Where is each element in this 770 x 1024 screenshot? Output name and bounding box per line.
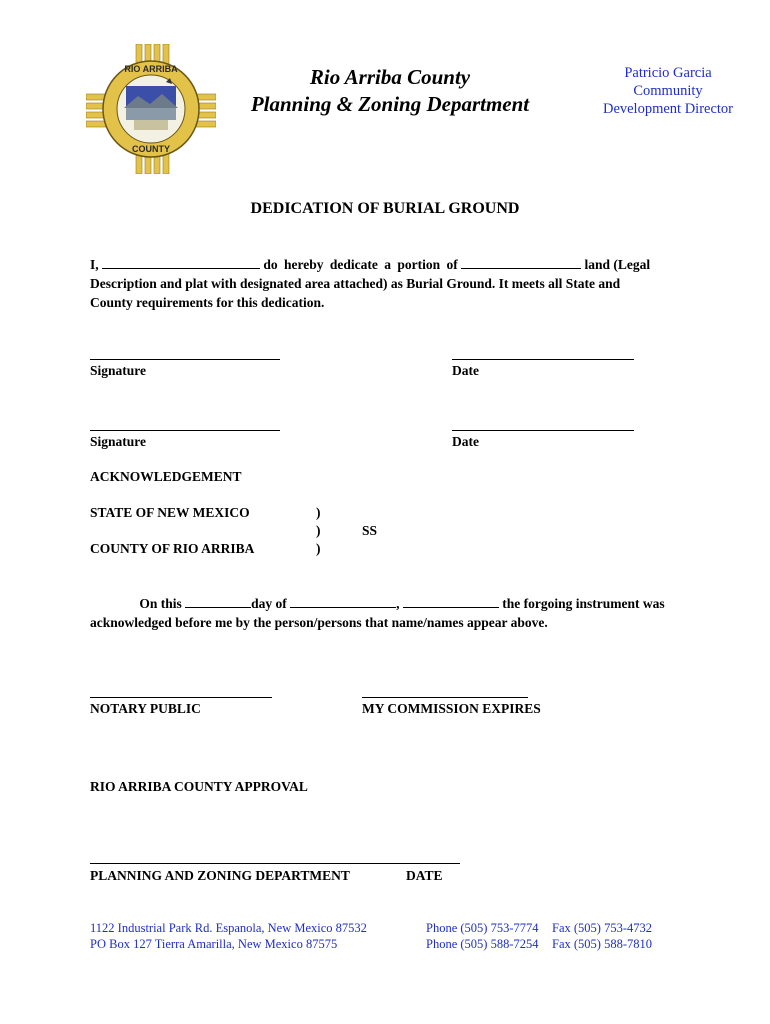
signature-line-2[interactable] — [90, 430, 280, 431]
document-title: DEDICATION OF BURIAL GROUND — [250, 200, 520, 217]
paren-3: ) — [316, 541, 321, 556]
acknowledgement-heading: ACKNOWLEDGEMENT — [90, 469, 242, 484]
seal-text-bottom: COUNTY — [132, 144, 170, 154]
pz-department-label: PLANNING AND ZONING DEPARTMENT — [90, 868, 350, 883]
address-line2: PO Box 127 Tierra Amarilla, New Mexico 87575 — [90, 937, 338, 951]
day-blank[interactable] — [185, 594, 251, 608]
date-line-1[interactable] — [452, 359, 634, 360]
county-seal-logo — [86, 44, 216, 174]
notary-label: NOTARY PUBLIC — [90, 701, 201, 716]
dedication-phrase-1: do hereby dedicate a portion of — [263, 257, 458, 272]
fax-line2: Fax (505) 588-7810 — [552, 937, 652, 951]
signature-label-1: Signature — [90, 363, 147, 378]
director-title-line2: Development Director — [602, 101, 734, 117]
ack-line1 — [90, 594, 714, 613]
commission-label: MY COMMISSION EXPIRES — [362, 701, 541, 716]
date-label-2: Date — [452, 434, 479, 449]
phone-line1: Phone (505) 753-7774 — [426, 921, 539, 935]
dedication-line3: County requirements for this dedication. — [90, 295, 325, 310]
signature-label-2: Signature — [90, 434, 147, 449]
day-of-text: day of — [251, 596, 287, 611]
ack-line2: acknowledged before me by the person/persons that name/names appear above. — [90, 615, 548, 630]
fax-line1: Fax (505) 753-4732 — [552, 921, 652, 935]
seal-text-top: RIO ARRIBA — [124, 64, 178, 74]
pz-date-label: DATE — [406, 868, 443, 883]
phone-line2: Phone (505) 588-7254 — [426, 937, 539, 951]
department-title-line2: Planning & Zoning Department — [250, 92, 530, 116]
dedication-phrase-2: land (Legal — [584, 257, 651, 272]
dedication-line1 — [90, 255, 714, 274]
address-line1: 1122 Industrial Park Rd. Espanola, New Mexico 87532 — [90, 921, 367, 935]
ack-rest-line1: the forgoing instrument was — [502, 596, 665, 611]
on-this-text: On this — [139, 596, 182, 611]
director-name: Patricio Garcia — [624, 65, 712, 81]
dedication-word-i: I, — [90, 257, 99, 272]
paren-2: ) — [316, 523, 321, 538]
dedication-line2: Description and plat with designated area attached) as Burial Ground. It meets all State and — [90, 276, 621, 291]
dedicator-name-blank[interactable] — [102, 255, 260, 269]
pz-signature-line[interactable] — [90, 863, 460, 864]
signature-line-1[interactable] — [90, 359, 280, 360]
department-title-line1: Rio Arriba County — [309, 65, 471, 89]
ss-label: SS — [362, 523, 378, 538]
date-line-2[interactable] — [452, 430, 634, 431]
approval-heading: RIO ARRIBA COUNTY APPROVAL — [90, 779, 308, 794]
comma-text: , — [396, 596, 400, 611]
notary-line[interactable] — [90, 697, 272, 698]
county-label: COUNTY OF RIO ARRIBA — [90, 541, 255, 556]
commission-line[interactable] — [362, 697, 528, 698]
land-blank[interactable] — [461, 255, 581, 269]
year-blank[interactable] — [403, 594, 499, 608]
paren-1: ) — [316, 505, 321, 520]
director-title-line1: Community — [633, 83, 703, 99]
month-blank[interactable] — [290, 594, 396, 608]
date-label-1: Date — [452, 363, 479, 378]
state-label: STATE OF NEW MEXICO — [90, 505, 250, 520]
